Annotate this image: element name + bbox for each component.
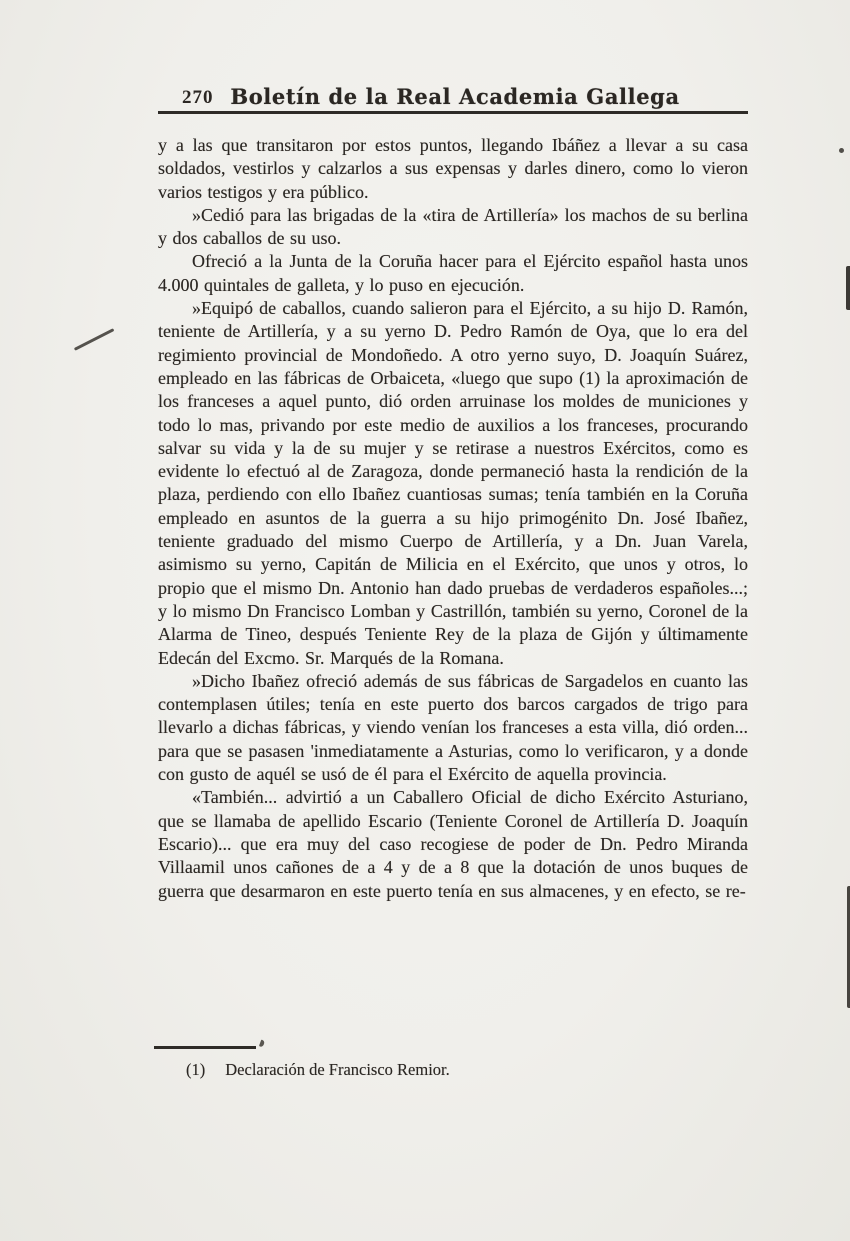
- paragraph: »Cedió para las brigadas de la «tira de Artillería» los machos de su berlina y dos caballos de su uso.: [158, 204, 748, 249]
- paragraph: »Equipó de caballos, cuando salieron para el Ejército, a su hijo D. Ramón, teniente de Artillería, y a su yerno D. Pedro Ramón de Oya, que lo era del regimiento provincial de Mondoñedo. A otro yerno suyo, D. Joaquín Suárez, empleado en las fábricas de Orbaiceta, «luego que supo (1) la aproximación de los franceses a aquel punto, dió orden arruinase los moldes de municiones y todo lo mas, privando por este medio de auxilios a los franceses, procurando salvar su vida y la de su mujer y se retirase a nuestros Exércitos, como es evidente lo efectuó al de Zaragoza, donde permaneció hasta la rendición de la plaza, perdiendo con ello Ibañez cuantiosas sumas; tenía también en la Coruña empleado en asuntos de la guerra a su hijo primogénito Dn. José Ibañez, teniente graduado del mismo Cuerpo de Artillería, y a Dn. Juan Varela, asimismo su yerno, Capitán de Milicia en el Exército, que unos y otros, lo propio que el mismo Dn. Antonio han dado pruebas de verdaderos españoles...; y lo mismo Dn Francisco Lomban y Castrillón, también su yerno, Coronel de la Alarma de Tineo, después Teniente Rey de la plaza de Gijón y últimamente Edecán del Excmo. Sr. Marqués de la Romana.: [158, 298, 748, 668]
- scan-edge-artifact: [846, 266, 850, 310]
- pen-mark: [74, 328, 114, 350]
- header-rule: [158, 111, 748, 114]
- footnote-text: Declaración de Francisco Remior.: [225, 1060, 450, 1079]
- page-number: 270: [182, 87, 214, 108]
- paragraph: «También... advirtió a un Caballero Oficial de dicho Exército Asturiano, que se llamaba de apellido Escario (Teniente Coronel de Artillería D. Joaquín Escario)... que era muy del caso recogiese de poder de Dn. Pedro Miranda Villaamil unos cañones de a 4 y de a 8 que la dotación de unos buques de guerra que desarmaron en este puerto tenía en sus almacenes, y en efecto, se re-: [158, 787, 748, 901]
- scan-edge-artifact: [839, 148, 844, 153]
- journal-title: Boletín de la Real Academia Gallega: [230, 84, 680, 109]
- page-header: [160, 84, 750, 110]
- footnote-marker: (1): [186, 1060, 206, 1079]
- scan-speck-artifact: [259, 1040, 265, 1048]
- page-body: [158, 134, 748, 903]
- paragraph: »Dicho Ibañez ofreció además de sus fábricas de Sargadelos en cuanto las contemplasen útiles; tenía en este puerto dos barcos cargados de trigo para llevarlo a dichas fábricas, y viendo venían los franceses a esta villa, dió orden... para que se pasasen 'inmediatamente a Asturias, como lo verificaron, y a donde con gusto de aquél se usó de él para el Exército de aquella provincia.: [158, 670, 748, 785]
- paragraph: y a las que transitaron por estos puntos, llegando Ibáñez a llevar a su casa soldados, vestirlos y calzarlos a sus expensas y darles dinero, como lo vieron varios testigos y era público.: [158, 135, 748, 202]
- paragraph: Ofreció a la Junta de la Coruña hacer para el Ejército español hasta unos 4.000 quintales de galleta, y lo puso en ejecución.: [158, 251, 748, 295]
- footnote: [160, 1060, 776, 1080]
- footnote-separator-rule: [154, 1046, 256, 1049]
